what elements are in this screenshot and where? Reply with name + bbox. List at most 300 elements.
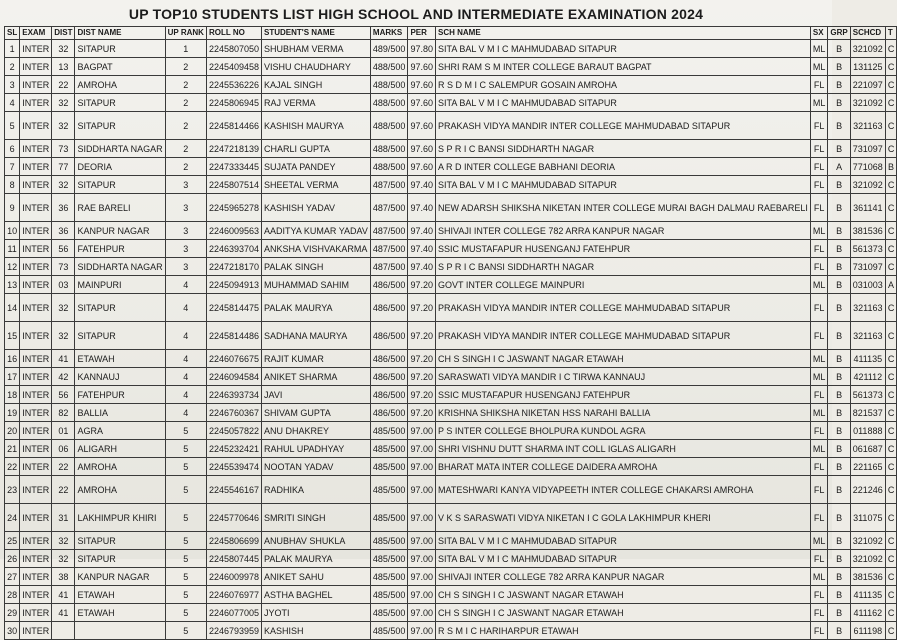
cell-per: 97.00 <box>408 476 436 504</box>
cell-dist-name: SIDDHARTA NAGAR <box>75 140 165 158</box>
cell-grp: B <box>828 322 850 350</box>
cell-t: C <box>885 368 897 386</box>
cell-up-rank: 4 <box>165 276 206 294</box>
cell-schcd: 381536 <box>850 568 885 586</box>
cell-sx: FL <box>810 386 828 404</box>
table-row <box>5 40 897 58</box>
cell-dist-name: MAINPURI <box>75 276 165 294</box>
cell-schcd: 561373 <box>850 386 885 404</box>
cell-grp: B <box>828 404 850 422</box>
cell-t: C <box>885 322 897 350</box>
cell-sl: 5 <box>5 112 20 140</box>
cell-t: C <box>885 622 897 640</box>
cell-dist-name: ALIGARH <box>75 440 165 458</box>
cell-sl: 8 <box>5 176 20 194</box>
cell-marks: 485/500 <box>370 586 408 604</box>
cell-roll-no: 2245094913 <box>206 276 261 294</box>
cell-per: 97.00 <box>408 586 436 604</box>
cell-sx: ML <box>810 94 828 112</box>
cell-grp: B <box>828 586 850 604</box>
cell-schcd: 321163 <box>850 322 885 350</box>
cell-sx: ML <box>810 222 828 240</box>
cell-student-name: VISHU CHAUDHARY <box>262 58 371 76</box>
cell-sch-name: SITA BAL V M I C MAHMUDABAD SITAPUR <box>435 94 810 112</box>
header-dist: DIST <box>52 27 75 40</box>
cell-grp: B <box>828 476 850 504</box>
cell-sch-name: NEW ADARSH SHIKSHA NIKETAN INTER COLLEGE MURAI BAGH DALMAU RAEBARELI <box>435 194 810 222</box>
cell-schcd: 561373 <box>850 240 885 258</box>
cell-grp: B <box>828 440 850 458</box>
cell-up-rank: 4 <box>165 404 206 422</box>
cell-exam: INTER <box>20 222 52 240</box>
cell-dist-name: FATEHPUR <box>75 240 165 258</box>
cell-per: 97.20 <box>408 404 436 422</box>
cell-roll-no: 2245539474 <box>206 458 261 476</box>
cell-sch-name: R S D M I C SALEMPUR GOSAIN AMROHA <box>435 76 810 94</box>
cell-dist-name <box>75 622 165 640</box>
cell-dist-name: LAKHIMPUR KHIRI <box>75 504 165 532</box>
cell-sx: FL <box>810 550 828 568</box>
cell-sx: FL <box>810 476 828 504</box>
cell-roll-no: 2245546167 <box>206 476 261 504</box>
cell-roll-no: 2245057822 <box>206 422 261 440</box>
table-row <box>5 586 897 604</box>
cell-sx: FL <box>810 240 828 258</box>
cell-sx: ML <box>810 350 828 368</box>
cell-roll-no: 2245232421 <box>206 440 261 458</box>
cell-exam: INTER <box>20 458 52 476</box>
cell-sx: FL <box>810 422 828 440</box>
cell-grp: B <box>828 76 850 94</box>
cell-dist-name: AMROHA <box>75 476 165 504</box>
cell-student-name: ANUBHAV SHUKLA <box>262 532 371 550</box>
cell-exam: INTER <box>20 504 52 532</box>
cell-dist-name: KANNAUJ <box>75 368 165 386</box>
cell-schcd: 321163 <box>850 294 885 322</box>
cell-per: 97.00 <box>408 604 436 622</box>
cell-t: C <box>885 76 897 94</box>
cell-t: C <box>885 386 897 404</box>
cell-t: C <box>885 458 897 476</box>
table-row <box>5 368 897 386</box>
cell-sx: ML <box>810 440 828 458</box>
cell-sch-name: CH S SINGH I C JASWANT NAGAR ETAWAH <box>435 350 810 368</box>
cell-marks: 488/500 <box>370 112 408 140</box>
cell-grp: A <box>828 158 850 176</box>
cell-schcd: 221165 <box>850 458 885 476</box>
cell-student-name: JAVI <box>262 386 371 404</box>
cell-t: C <box>885 604 897 622</box>
cell-t: C <box>885 94 897 112</box>
cell-per: 97.20 <box>408 350 436 368</box>
cell-roll-no: 2246760367 <box>206 404 261 422</box>
cell-per: 97.40 <box>408 240 436 258</box>
cell-t: C <box>885 568 897 586</box>
cell-dist: 38 <box>52 568 75 586</box>
cell-marks: 488/500 <box>370 158 408 176</box>
cell-per: 97.20 <box>408 294 436 322</box>
cell-grp: B <box>828 222 850 240</box>
cell-dist: 32 <box>52 550 75 568</box>
cell-t: C <box>885 222 897 240</box>
cell-dist-name: BALLIA <box>75 404 165 422</box>
cell-schcd: 731097 <box>850 258 885 276</box>
table-header-row <box>5 27 897 40</box>
cell-sl: 18 <box>5 386 20 404</box>
cell-student-name: ANIKET SAHU <box>262 568 371 586</box>
cell-t: C <box>885 350 897 368</box>
cell-student-name: SHEETAL VERMA <box>262 176 371 194</box>
header-marks: MARKS <box>370 27 408 40</box>
cell-marks: 487/500 <box>370 176 408 194</box>
table-row <box>5 568 897 586</box>
cell-dist: 41 <box>52 604 75 622</box>
cell-up-rank: 2 <box>165 112 206 140</box>
cell-student-name: KASHISH MAURYA <box>262 112 371 140</box>
header-grp: GRP <box>828 27 850 40</box>
cell-schcd: 411135 <box>850 350 885 368</box>
cell-dist-name: SITAPUR <box>75 532 165 550</box>
cell-roll-no: 2245807514 <box>206 176 261 194</box>
cell-grp: B <box>828 422 850 440</box>
cell-schcd: 221097 <box>850 76 885 94</box>
cell-up-rank: 5 <box>165 440 206 458</box>
cell-sl: 12 <box>5 258 20 276</box>
cell-sl: 20 <box>5 422 20 440</box>
cell-sx: ML <box>810 532 828 550</box>
cell-exam: INTER <box>20 140 52 158</box>
cell-per: 97.00 <box>408 568 436 586</box>
cell-dist-name: KANPUR NAGAR <box>75 568 165 586</box>
cell-student-name: AADITYA KUMAR YADAV <box>262 222 371 240</box>
cell-sch-name: SHRI RAM S M INTER COLLEGE BARAUT BAGPAT <box>435 58 810 76</box>
cell-dist: 77 <box>52 158 75 176</box>
cell-t: C <box>885 504 897 532</box>
cell-marks: 485/500 <box>370 604 408 622</box>
cell-student-name: RAHUL UPADHYAY <box>262 440 371 458</box>
cell-marks: 485/500 <box>370 550 408 568</box>
cell-dist: 32 <box>52 322 75 350</box>
cell-exam: INTER <box>20 258 52 276</box>
cell-roll-no: 2245807445 <box>206 550 261 568</box>
cell-sx: FL <box>810 294 828 322</box>
cell-marks: 487/500 <box>370 194 408 222</box>
cell-schcd: 321092 <box>850 176 885 194</box>
cell-marks: 485/500 <box>370 476 408 504</box>
cell-dist: 32 <box>52 40 75 58</box>
cell-per: 97.20 <box>408 322 436 350</box>
table-row <box>5 440 897 458</box>
cell-t: C <box>885 440 897 458</box>
cell-up-rank: 5 <box>165 504 206 532</box>
header-sch-name: SCH NAME <box>435 27 810 40</box>
cell-per: 97.00 <box>408 532 436 550</box>
cell-sl: 21 <box>5 440 20 458</box>
cell-up-rank: 3 <box>165 258 206 276</box>
cell-per: 97.60 <box>408 140 436 158</box>
cell-sl: 2 <box>5 58 20 76</box>
cell-student-name: PALAK SINGH <box>262 258 371 276</box>
cell-dist: 32 <box>52 532 75 550</box>
cell-exam: INTER <box>20 422 52 440</box>
cell-marks: 486/500 <box>370 386 408 404</box>
cell-marks: 487/500 <box>370 222 408 240</box>
cell-up-rank: 3 <box>165 240 206 258</box>
cell-up-rank: 1 <box>165 40 206 58</box>
cell-per: 97.00 <box>408 440 436 458</box>
cell-grp: B <box>828 112 850 140</box>
cell-exam: INTER <box>20 40 52 58</box>
table-row <box>5 158 897 176</box>
cell-t: C <box>885 422 897 440</box>
cell-sx: ML <box>810 40 828 58</box>
cell-sl: 7 <box>5 158 20 176</box>
cell-up-rank: 5 <box>165 622 206 640</box>
cell-sl: 19 <box>5 404 20 422</box>
cell-up-rank: 4 <box>165 322 206 350</box>
cell-sch-name: S P R I C BANSI SIDDHARTH NAGAR <box>435 258 810 276</box>
cell-dist: 73 <box>52 258 75 276</box>
table-row <box>5 140 897 158</box>
cell-sch-name: P S INTER COLLEGE BHOLPURA KUNDOL AGRA <box>435 422 810 440</box>
cell-schcd: 311075 <box>850 504 885 532</box>
cell-exam: INTER <box>20 276 52 294</box>
cell-per: 97.00 <box>408 422 436 440</box>
cell-dist-name: FATEHPUR <box>75 386 165 404</box>
cell-schcd: 321092 <box>850 94 885 112</box>
cell-roll-no: 2245770646 <box>206 504 261 532</box>
cell-sl: 27 <box>5 568 20 586</box>
cell-sch-name: SHRI VISHNU DUTT SHARMA INT COLL IGLAS ALIGARH <box>435 440 810 458</box>
cell-dist: 06 <box>52 440 75 458</box>
cell-exam: INTER <box>20 476 52 504</box>
cell-exam: INTER <box>20 158 52 176</box>
cell-sch-name: CH S SINGH I C JASWANT NAGAR ETAWAH <box>435 586 810 604</box>
cell-marks: 488/500 <box>370 58 408 76</box>
cell-t: C <box>885 586 897 604</box>
cell-per: 97.40 <box>408 176 436 194</box>
cell-marks: 487/500 <box>370 258 408 276</box>
cell-sl: 26 <box>5 550 20 568</box>
cell-sl: 6 <box>5 140 20 158</box>
cell-exam: INTER <box>20 568 52 586</box>
cell-grp: B <box>828 94 850 112</box>
cell-sx: ML <box>810 368 828 386</box>
cell-sl: 24 <box>5 504 20 532</box>
cell-dist-name: AGRA <box>75 422 165 440</box>
cell-per: 97.20 <box>408 368 436 386</box>
cell-schcd: 221246 <box>850 476 885 504</box>
cell-student-name: SMRITI SINGH <box>262 504 371 532</box>
cell-sx: ML <box>810 58 828 76</box>
table-row <box>5 194 897 222</box>
cell-t: C <box>885 58 897 76</box>
table-body <box>5 40 897 640</box>
cell-sl: 11 <box>5 240 20 258</box>
cell-sx: ML <box>810 404 828 422</box>
cell-roll-no: 2246393704 <box>206 240 261 258</box>
cell-exam: INTER <box>20 440 52 458</box>
cell-student-name: SHIVAM GUPTA <box>262 404 371 422</box>
cell-sch-name: A R D INTER COLLEGE BABHANI DEORIA <box>435 158 810 176</box>
cell-sx: FL <box>810 140 828 158</box>
cell-sch-name: SHIVAJI INTER COLLEGE 782 ARRA KANPUR NAGAR <box>435 222 810 240</box>
cell-marks: 488/500 <box>370 76 408 94</box>
table-row <box>5 276 897 294</box>
table-row <box>5 458 897 476</box>
cell-sch-name: CH S SINGH I C JASWANT NAGAR ETAWAH <box>435 604 810 622</box>
cell-grp: B <box>828 622 850 640</box>
table-row <box>5 76 897 94</box>
cell-t: C <box>885 294 897 322</box>
table-row <box>5 604 897 622</box>
cell-up-rank: 4 <box>165 386 206 404</box>
cell-dist: 22 <box>52 76 75 94</box>
cell-exam: INTER <box>20 322 52 350</box>
table-row <box>5 258 897 276</box>
cell-exam: INTER <box>20 294 52 322</box>
cell-dist: 56 <box>52 240 75 258</box>
cell-marks: 486/500 <box>370 276 408 294</box>
cell-dist: 13 <box>52 58 75 76</box>
cell-marks: 487/500 <box>370 240 408 258</box>
cell-schcd: 381536 <box>850 222 885 240</box>
cell-sl: 28 <box>5 586 20 604</box>
cell-dist-name: SIDDHARTA NAGAR <box>75 258 165 276</box>
cell-sch-name: GOVT INTER COLLEGE MAINPURI <box>435 276 810 294</box>
cell-sl: 30 <box>5 622 20 640</box>
cell-t: C <box>885 476 897 504</box>
cell-roll-no: 2246077005 <box>206 604 261 622</box>
cell-grp: B <box>828 276 850 294</box>
cell-roll-no: 2246094584 <box>206 368 261 386</box>
cell-roll-no: 2246009563 <box>206 222 261 240</box>
cell-dist: 73 <box>52 140 75 158</box>
cell-sch-name: PRAKASH VIDYA MANDIR INTER COLLEGE MAHMUDABAD SITAPUR <box>435 294 810 322</box>
cell-up-rank: 5 <box>165 458 206 476</box>
cell-dist-name: KANPUR NAGAR <box>75 222 165 240</box>
cell-dist-name: SITAPUR <box>75 294 165 322</box>
cell-grp: B <box>828 176 850 194</box>
cell-per: 97.40 <box>408 258 436 276</box>
table-row <box>5 294 897 322</box>
cell-t: C <box>885 258 897 276</box>
cell-sx: FL <box>810 112 828 140</box>
header-sl: SL <box>5 27 20 40</box>
cell-dist-name: AMROHA <box>75 458 165 476</box>
cell-up-rank: 3 <box>165 194 206 222</box>
cell-t: C <box>885 140 897 158</box>
cell-sch-name: BHARAT MATA INTER COLLEGE DAIDERA AMROHA <box>435 458 810 476</box>
cell-per: 97.60 <box>408 112 436 140</box>
cell-exam: INTER <box>20 622 52 640</box>
cell-sx: FL <box>810 504 828 532</box>
cell-marks: 485/500 <box>370 458 408 476</box>
cell-sx: FL <box>810 322 828 350</box>
cell-sl: 9 <box>5 194 20 222</box>
cell-student-name: SUJATA PANDEY <box>262 158 371 176</box>
cell-dist: 32 <box>52 112 75 140</box>
cell-exam: INTER <box>20 240 52 258</box>
cell-sl: 4 <box>5 94 20 112</box>
cell-sl: 3 <box>5 76 20 94</box>
cell-exam: INTER <box>20 550 52 568</box>
cell-per: 97.60 <box>408 58 436 76</box>
cell-roll-no: 2247333445 <box>206 158 261 176</box>
cell-dist-name: RAE BARELI <box>75 194 165 222</box>
cell-sx: FL <box>810 258 828 276</box>
cell-per: 97.00 <box>408 504 436 532</box>
cell-dist: 36 <box>52 194 75 222</box>
cell-student-name: NOOTAN YADAV <box>262 458 371 476</box>
cell-exam: INTER <box>20 76 52 94</box>
cell-t: B <box>885 158 897 176</box>
header-t: T <box>885 27 897 40</box>
cell-roll-no: 2245814466 <box>206 112 261 140</box>
cell-roll-no: 2246793959 <box>206 622 261 640</box>
cell-schcd: 061687 <box>850 440 885 458</box>
cell-up-rank: 5 <box>165 476 206 504</box>
cell-sch-name: SSIC MUSTAFAPUR HUSENGANJ FATEHPUR <box>435 386 810 404</box>
cell-student-name: RAJIT KUMAR <box>262 350 371 368</box>
cell-up-rank: 4 <box>165 368 206 386</box>
table-row <box>5 112 897 140</box>
cell-student-name: KAJAL SINGH <box>262 76 371 94</box>
cell-up-rank: 5 <box>165 568 206 586</box>
cell-student-name: JYOTI <box>262 604 371 622</box>
table-row <box>5 622 897 640</box>
cell-schcd: 421112 <box>850 368 885 386</box>
cell-t: C <box>885 404 897 422</box>
cell-grp: B <box>828 194 850 222</box>
header-per: PER <box>408 27 436 40</box>
cell-grp: B <box>828 386 850 404</box>
cell-up-rank: 4 <box>165 294 206 322</box>
cell-roll-no: 2246009978 <box>206 568 261 586</box>
cell-schcd: 411162 <box>850 604 885 622</box>
cell-dist: 32 <box>52 294 75 322</box>
cell-up-rank: 2 <box>165 76 206 94</box>
cell-up-rank: 5 <box>165 422 206 440</box>
cell-student-name: ANU DHAKREY <box>262 422 371 440</box>
cell-dist: 31 <box>52 504 75 532</box>
cell-sl: 15 <box>5 322 20 350</box>
cell-grp: B <box>828 40 850 58</box>
cell-marks: 486/500 <box>370 350 408 368</box>
cell-dist: 36 <box>52 222 75 240</box>
table-row <box>5 222 897 240</box>
cell-exam: INTER <box>20 586 52 604</box>
cell-up-rank: 5 <box>165 604 206 622</box>
table-row <box>5 504 897 532</box>
cell-roll-no: 2247218139 <box>206 140 261 158</box>
cell-sx: FL <box>810 176 828 194</box>
table-row <box>5 350 897 368</box>
cell-dist-name: AMROHA <box>75 76 165 94</box>
cell-sch-name: S P R I C BANSI SIDDHARTH NAGAR <box>435 140 810 158</box>
cell-sx: ML <box>810 276 828 294</box>
cell-sx: FL <box>810 458 828 476</box>
cell-per: 97.00 <box>408 458 436 476</box>
cell-roll-no: 2245806945 <box>206 94 261 112</box>
cell-schcd: 321163 <box>850 112 885 140</box>
cell-student-name: PALAK MAURYA <box>262 550 371 568</box>
cell-sch-name: SITA BAL V M I C MAHMUDABAD SITAPUR <box>435 532 810 550</box>
table-row <box>5 404 897 422</box>
cell-sx: FL <box>810 586 828 604</box>
cell-schcd: 771068 <box>850 158 885 176</box>
cell-marks: 485/500 <box>370 422 408 440</box>
